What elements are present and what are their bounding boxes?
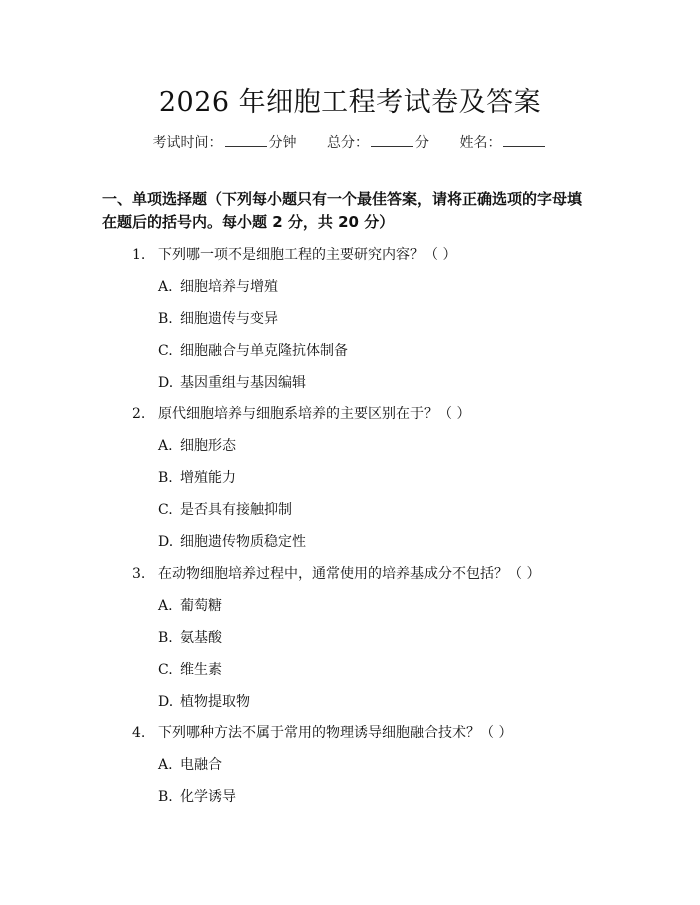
question-3-option-b — [158, 627, 222, 647]
question-number: 1. — [132, 247, 146, 263]
question-text: 下列哪种方法不属于常用的物理诱导细胞融合技术？（ ） — [158, 725, 513, 741]
exam-meta — [0, 132, 700, 152]
name-label: 姓名： — [459, 135, 502, 151]
question-3-option-d — [158, 691, 250, 711]
option-letter: A. — [158, 438, 173, 454]
question-number: 3. — [132, 566, 146, 582]
question-1-option-b — [158, 308, 278, 328]
question-2 — [132, 403, 470, 423]
option-text: 基因重组与基因编辑 — [180, 375, 306, 391]
option-letter: B. — [158, 789, 173, 805]
question-1-option-c — [158, 340, 348, 360]
option-letter: C. — [158, 662, 173, 678]
option-letter: D. — [158, 534, 174, 550]
option-letter: C. — [158, 343, 173, 359]
question-3-option-c — [158, 659, 222, 679]
exam-time-unit: 分钟 — [268, 135, 297, 151]
option-letter: A. — [158, 598, 173, 614]
question-1-option-a — [158, 276, 278, 296]
question-text: 在动物细胞培养过程中，通常使用的培养基成分不包括？（ ） — [158, 566, 541, 582]
name-blank — [503, 134, 545, 147]
option-text: 植物提取物 — [180, 694, 250, 710]
option-letter: D. — [158, 375, 174, 391]
total-score-unit: 分 — [415, 135, 429, 151]
question-text: 下列哪一项不是细胞工程的主要研究内容？（ ） — [158, 247, 457, 263]
option-letter: B. — [158, 311, 173, 327]
question-1 — [132, 244, 456, 264]
question-number: 4. — [132, 725, 146, 741]
option-text: 维生素 — [180, 662, 222, 678]
option-text: 细胞遗传物质稳定性 — [180, 534, 306, 550]
option-letter: B. — [158, 630, 173, 646]
question-4 — [132, 722, 512, 742]
total-score-field — [327, 132, 429, 152]
question-2-option-a — [158, 435, 236, 455]
option-letter: C. — [158, 502, 173, 518]
exam-time-label: 考试时间： — [152, 135, 223, 151]
option-letter: A. — [158, 279, 173, 295]
total-score-label: 总分： — [327, 135, 369, 151]
option-text: 化学诱导 — [180, 789, 236, 805]
option-text: 细胞融合与单克隆抗体制备 — [180, 343, 348, 359]
question-text: 原代细胞培养与细胞系培养的主要区别在于？（ ） — [158, 406, 471, 422]
question-3-option-a — [158, 595, 222, 615]
name-field — [459, 132, 547, 152]
option-text: 细胞遗传与变异 — [180, 311, 278, 327]
option-letter: B. — [158, 470, 173, 486]
question-4-option-b — [158, 786, 236, 806]
question-3 — [132, 563, 540, 583]
page-title: 2026 年细胞工程考试卷及答案 — [158, 87, 542, 118]
question-4-option-a — [158, 754, 222, 774]
option-letter: D. — [158, 694, 174, 710]
option-text: 氨基酸 — [180, 630, 222, 646]
option-text: 是否具有接触抑制 — [180, 502, 292, 518]
option-text: 葡萄糖 — [180, 598, 222, 614]
total-score-blank — [371, 134, 413, 147]
option-letter: A. — [158, 757, 173, 773]
exam-time-blank — [225, 134, 267, 147]
option-text: 细胞培养与增殖 — [180, 279, 278, 295]
question-2-option-d — [158, 531, 306, 551]
question-number: 2. — [132, 406, 146, 422]
option-text: 增殖能力 — [180, 470, 236, 486]
option-text: 细胞形态 — [180, 438, 236, 454]
section-heading: 一、单项选择题（下列每小题只有一个最佳答案，请将正确选项的字母填在题后的括号内。每小题 2 分，共 20 分） — [102, 190, 583, 231]
question-2-option-c — [158, 499, 292, 519]
option-text: 电融合 — [180, 757, 222, 773]
question-1-option-d — [158, 372, 306, 392]
question-2-option-b — [158, 467, 236, 487]
exam-time-field — [153, 132, 297, 152]
